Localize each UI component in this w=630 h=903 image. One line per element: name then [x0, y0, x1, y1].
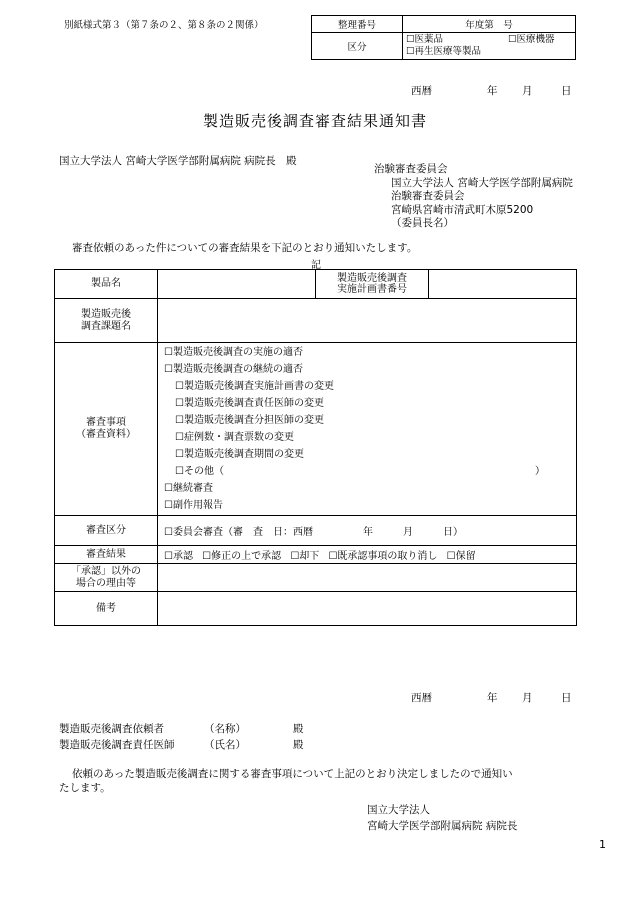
reason-field[interactable] [158, 564, 577, 592]
doctor-dono: 殿 [293, 739, 304, 751]
form-reference: 別紙様式第３（第７条の２、第８条の２関係） [64, 20, 264, 31]
closing-line-1: 依頼のあった製造販売後調査に関する審査事項について上記のとおり決定しましたので通知い [72, 768, 513, 780]
seiri-label: 整理番号 [312, 16, 403, 33]
survey-title-label-2: 調査課題名 [81, 320, 131, 332]
sender-line-1: 治験審査委員会 [374, 163, 448, 175]
remarks-label: 備考 [55, 592, 158, 626]
checkbox-drug[interactable]: ☐医薬品 [406, 34, 444, 45]
survey-title-label [55, 299, 158, 343]
review-result-table [54, 269, 577, 626]
review-items-list [158, 343, 577, 516]
checkbox-item[interactable]: ☐副作用報告 [164, 500, 223, 511]
reference-number-table [311, 15, 576, 60]
requester-name-label: （名称） [204, 723, 246, 735]
reason-label-2: 場合の理由等 [76, 577, 136, 589]
remarks-field[interactable] [158, 592, 577, 626]
date-bottom-month: 月 [522, 692, 533, 704]
doctor-label: 製造販売後調査責任医師 [59, 739, 175, 751]
other-item-row [164, 463, 570, 480]
result-label: 審査結果 [55, 546, 158, 564]
intro-text: 審査依頼のあった件についての審査結果を下記のとおり通知いたします。 [72, 242, 418, 254]
checkbox-item[interactable]: ☐製造販売後調査分担医師の変更 [175, 415, 324, 426]
checkbox-item[interactable]: ☐製造販売後調査実施計画書の変更 [175, 381, 334, 392]
requester-label: 製造販売後調査依頼者 [59, 723, 164, 735]
review-items-label-1: 審査事項 [86, 417, 126, 428]
checkbox-revoke[interactable]: ☐既承認事項の取り消し [328, 551, 438, 562]
plan-number-label [316, 270, 429, 299]
reason-label-1: 「承認」以外の [71, 565, 141, 577]
kubun-options-left [403, 33, 506, 60]
date-bottom-day: 日 [561, 692, 572, 704]
date-top-year: 年 [487, 85, 498, 97]
checkbox-regen[interactable]: ☐再生医療等製品 [406, 46, 482, 57]
checkbox-item[interactable]: ☐症例数・調査票数の変更 [175, 432, 294, 443]
sender-line-2: 国立大学法人 宮崎大学医学部附属病院 [391, 176, 573, 189]
checkbox-item[interactable]: ☐製造販売後調査の実施の適否 [164, 347, 303, 358]
plan-number-field[interactable] [429, 270, 577, 299]
sender-block [374, 163, 573, 231]
kubun-label: 区分 [312, 33, 403, 60]
addressee: 国立大学法人 宮崎大学医学部附属病院 病院長 殿 [59, 155, 297, 167]
plan-number-label-1: 製造販売後調査 [337, 273, 407, 284]
checkbox-device[interactable]: ☐医療機器 [508, 34, 555, 45]
page-number: 1 [599, 838, 606, 851]
checkbox-approve-with-changes[interactable]: ☐修正の上で承認 [202, 551, 282, 562]
document-title: 製造販売後調査審査結果通知書 [202, 112, 427, 130]
category-label: 審査区分 [55, 516, 158, 546]
checkbox-reject[interactable]: ☐却下 [290, 551, 320, 562]
checkbox-item[interactable]: ☐継続審査 [164, 483, 213, 494]
signer-line-1: 国立大学法人 [367, 804, 430, 816]
closing-line-2: たします。 [59, 782, 111, 794]
date-top-era: 西暦 [411, 85, 432, 97]
ki-mark: 記 [311, 260, 321, 271]
date-bottom-year: 年 [487, 692, 498, 704]
checkbox-committee-review[interactable]: ☐委員会審査（審 査 日：西暦 年 月 日） [158, 516, 577, 546]
sender-line-3: 治験審査委員会 [391, 190, 465, 202]
review-items-label-2: （審査資料） [76, 429, 136, 440]
year-number-field[interactable]: 年度第 号 [403, 16, 576, 33]
plan-number-label-2: 実施計画書番号 [337, 284, 407, 295]
date-bottom-era: 西暦 [411, 692, 432, 704]
reason-label [55, 564, 158, 592]
other-close-paren: ） [535, 466, 545, 477]
date-top-day: 日 [561, 85, 572, 97]
checkbox-hold[interactable]: ☐保留 [446, 551, 476, 562]
checkbox-other[interactable]: ☐その他（ [175, 466, 224, 477]
requester-dono: 殿 [293, 723, 304, 735]
signer-line-2: 宮崎大学医学部附属病院 病院長 [367, 820, 518, 832]
date-top-month: 月 [522, 85, 533, 97]
checkbox-item[interactable]: ☐製造販売後調査責任医師の変更 [175, 398, 324, 409]
kubun-options-right [505, 33, 575, 60]
checkbox-approve[interactable]: ☐承認 [164, 551, 193, 562]
sender-line-4: 宮崎県宮崎市清武町木原5200 [391, 203, 534, 216]
checkbox-item[interactable]: ☐製造販売後調査の継続の適否 [164, 364, 303, 375]
survey-title-field[interactable] [158, 299, 577, 343]
result-options [158, 546, 577, 564]
product-label: 製品名 [55, 270, 158, 299]
product-name-field[interactable] [158, 270, 316, 299]
review-items-label [55, 343, 158, 516]
survey-title-label-1: 製造販売後 [81, 308, 131, 320]
checkbox-item[interactable]: ☐製造販売後調査期間の変更 [175, 449, 304, 460]
doctor-name-label: （氏名） [204, 739, 246, 751]
sender-line-5: （委員長名） [391, 217, 454, 229]
